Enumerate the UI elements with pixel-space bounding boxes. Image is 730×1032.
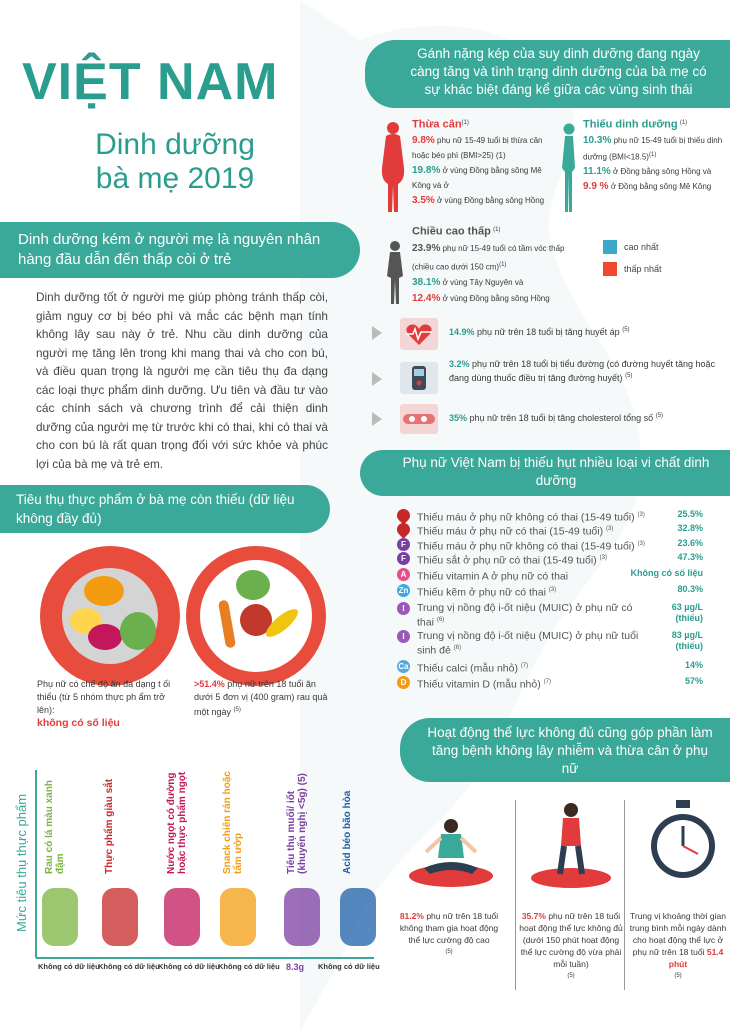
overweight-text-2: ở vùng Đồng bằng sông Mê Kông và ở bbox=[412, 165, 542, 190]
legend-low-swatch bbox=[603, 262, 617, 276]
micronutrient-ref: (3) bbox=[548, 587, 557, 593]
undernutrition-text-3: ở Đồng bằng sông Mê Kông bbox=[610, 182, 712, 192]
micronutrient-label-text: Thiếu calci (mẫu nhỏ) bbox=[417, 662, 518, 675]
micronutrient-value: 25.5% bbox=[677, 509, 703, 519]
micronutrient-label-text: Thiếu sắt ở phụ nữ có thai (15-49 tuổi) bbox=[417, 554, 597, 567]
micronutrient-label bbox=[417, 660, 647, 675]
micronutrient-label-text: Thiếu máu ở phụ nữ không có thai (15-49 tuổi) bbox=[417, 540, 635, 553]
ncd-value-2: 3.2% bbox=[449, 359, 470, 369]
legend-high-swatch bbox=[603, 240, 617, 254]
diverse-diet-value: không có số liệu bbox=[37, 717, 120, 729]
overweight-title: Thừa cân bbox=[412, 118, 462, 131]
stunting-text-3: ở vùng Đồng bằng sông Hồng bbox=[442, 294, 550, 304]
consumption-item-label: Snack chiên rán hoặc tẩm ướp bbox=[222, 771, 244, 874]
stunting-ref: (1) bbox=[493, 227, 501, 233]
consumption-item-value: 8.3g bbox=[286, 962, 305, 972]
overweight-text-1: phụ nữ 15-49 tuổi bị thừa cân hoặc béo phì (BMI>25) (1) bbox=[412, 135, 543, 160]
undernutrition-value-1: 10.3% bbox=[583, 134, 612, 146]
micronutrient-label bbox=[417, 538, 647, 553]
stopwatch-icon bbox=[648, 800, 718, 884]
stunting-cause-banner bbox=[0, 222, 360, 278]
subtitle-line-2: bà mẹ 2019 bbox=[95, 162, 255, 195]
heart-monitor-icon bbox=[400, 318, 438, 350]
double-burden-text: Gánh nặng kép của suy dinh dưỡng đang ngày càng tăng và tình trạng dinh dưỡng của bà mẹ có sự khác biệt đáng kể giữa các vùng sinh thái bbox=[410, 46, 707, 97]
overweight-value-1: 9.8% bbox=[412, 134, 435, 146]
overweight-text-3: ở vùng Đồng bằng sông Hồng bbox=[437, 195, 545, 205]
stunting-text-1: phụ nữ 15-49 tuổi có tầm vóc thấp (chiều cao dưới 150 cm) bbox=[412, 243, 565, 272]
consumption-item-value: Không có dữ liệu bbox=[38, 962, 100, 971]
micronutrient-label bbox=[417, 676, 647, 691]
activity-ref-2: (5) bbox=[567, 973, 575, 979]
stunting-block bbox=[412, 222, 587, 307]
activity-ref-3: (5) bbox=[674, 973, 682, 979]
micronutrient-label bbox=[417, 584, 647, 599]
subtitle-line-1: Dinh dưỡng bbox=[95, 128, 255, 161]
micronutrient-label bbox=[417, 552, 647, 567]
micronutrient-value: 32.8% bbox=[677, 523, 703, 533]
micronutrient-banner bbox=[360, 450, 730, 496]
fruit-veg-ref: (5) bbox=[233, 707, 241, 713]
micronutrient-ref: (3) bbox=[599, 555, 607, 561]
consumption-item-value: Không có dữ liệu bbox=[318, 962, 380, 971]
zinc-icon: Zn bbox=[398, 586, 409, 595]
micronutrient-label-text: Thiếu kẽm ở phụ nữ có thai bbox=[417, 586, 546, 599]
consumption-item-label: Nước ngọt có đường hoặc thực phẩm ngọt bbox=[166, 771, 188, 874]
consumption-item-value: Không có dữ liệu bbox=[218, 962, 280, 971]
activity-text-1: phụ nữ trên 18 tuổi không tham gia hoạt động thể lực cường độ cao bbox=[399, 911, 499, 945]
micronutrient-ref: (3) bbox=[637, 512, 645, 518]
undernutrition-text-2: ở Đồng bằng sông Hồng và bbox=[613, 167, 712, 177]
undernutrition-value-2: 11.1% bbox=[583, 166, 611, 178]
legend-high-label: cao nhất bbox=[624, 242, 659, 252]
diverse-diet-plate bbox=[40, 546, 180, 686]
micronutrient-label-text: Thiếu vitamin D (mẫu nhỏ) bbox=[417, 678, 541, 691]
arrow-icon bbox=[372, 412, 382, 426]
calcium-icon: Ca bbox=[398, 662, 409, 671]
micronutrient-ref: (3) bbox=[637, 541, 645, 547]
food-consumption-banner-text: Tiêu thụ thực phẩm ở bà mẹ còn thiếu (dữ liệu không đầy đủ) bbox=[16, 492, 295, 526]
activity-value-1: 81.2% bbox=[399, 911, 424, 921]
short-woman-icon bbox=[384, 240, 406, 306]
food-group-icon bbox=[164, 888, 200, 946]
consumption-chart bbox=[34, 770, 374, 960]
fruit-veg-text: phụ nữ trên 18 tuổi ăn dưới 5 đơn vị (400 gram) rau quả một ngày bbox=[194, 679, 328, 717]
page-subtitle bbox=[80, 128, 270, 196]
activity-stat-1 bbox=[393, 910, 505, 958]
consumption-item-value: Không có dữ liệu bbox=[98, 962, 160, 971]
overweight-value-3: 3.5% bbox=[412, 194, 435, 206]
physical-activity-banner-text: Hoạt động thể lực không đủ cũng góp phần làm tăng bệnh không lây nhiễm và thừa cân ở phụ nữ bbox=[427, 725, 713, 776]
stunting-title: Chiều cao thấp bbox=[412, 225, 491, 238]
food-group-icon bbox=[220, 888, 256, 946]
micronutrient-label bbox=[417, 523, 647, 538]
micronutrient-value: Không có số liệu bbox=[630, 568, 703, 578]
walking-woman-icon bbox=[526, 800, 616, 890]
consumption-item-label: Acid béo bão hòa bbox=[342, 790, 353, 874]
physical-activity-banner bbox=[400, 718, 730, 782]
micronutrient-label-text: Trung vị nồng độ i-ốt niệu (MUIC) ở phụ nữ tuổi sinh đẻ bbox=[417, 630, 639, 657]
ncd-ref-2: (5) bbox=[625, 373, 633, 379]
consumption-item-label: Thực phẩm giàu sắt bbox=[104, 778, 115, 874]
fruit-veg-stat bbox=[194, 678, 334, 719]
consumption-axis-label: Mức tiêu thụ thực phẩm bbox=[14, 793, 29, 932]
overweight-block bbox=[412, 116, 562, 208]
page-title: VIỆT NAM bbox=[22, 53, 279, 111]
micronutrient-value: 23.6% bbox=[677, 538, 703, 548]
ncd-text-1: phụ nữ trên 18 tuổi bị tăng huyết áp bbox=[477, 327, 620, 337]
legend-low-label: thấp nhất bbox=[624, 264, 662, 274]
stunting-value-3: 12.4% bbox=[412, 293, 441, 305]
micronutrient-label-text: Thiếu máu ở phụ nữ có thai (15-49 tuổi) bbox=[417, 525, 604, 538]
micronutrient-row bbox=[397, 584, 707, 600]
ncd-text-3: phụ nữ trên 18 tuổi bị tăng cholesterol tổng số bbox=[469, 413, 654, 423]
overweight-woman-icon bbox=[378, 120, 408, 214]
activity-ref-1: (5) bbox=[445, 949, 453, 955]
food-group-icon bbox=[102, 888, 138, 946]
micronutrient-label bbox=[417, 568, 647, 583]
vitamin-d-icon: D bbox=[397, 676, 410, 689]
activity-text-3: Trung vị khoảng thời gian trung bình mỗi ngày dành cho hoạt động thể lực ở phụ nữ trên 18 tuổi bbox=[629, 911, 727, 957]
micronutrient-row bbox=[397, 552, 707, 568]
ncd-value-1: 14.9% bbox=[449, 327, 475, 337]
micronutrient-value: 63 µg/L (thiếu) bbox=[671, 602, 703, 623]
micronutrient-label-text: Thiếu vitamin A ở phụ nữ có thai bbox=[417, 570, 569, 583]
stunting-text-1-ref: (1) bbox=[499, 261, 507, 268]
undernutrition-title: Thiếu dinh dưỡng bbox=[583, 118, 678, 131]
activity-stat-3 bbox=[628, 910, 728, 982]
stunting-value-1: 23.9% bbox=[412, 242, 441, 254]
micronutrient-row bbox=[397, 630, 707, 657]
intro-paragraph: Dinh dưỡng tốt ở người mẹ giúp phòng tránh thấp còi, giảm nguy cơ bị béo phì và mắc các bệnh mạn tính không lây sau này ở trẻ. Nhu cầu dinh dưỡng của người mẹ tăng lên trong khi mang thai và cho con bú, và điều quan trọng là người mẹ cần tiêu thụ đa dạng các loại thực phẩm dinh dưỡng. Ưu tiên và đầu tư vào các chính sách và chương trình để cải thiện dinh dưỡng của người mẹ từ trước khi có thai, khi có thai và cho con bú là rất quan trọng đối với sức khỏe và phúc lợi của bà mẹ và trẻ em. bbox=[36, 290, 328, 471]
micronutrient-row bbox=[397, 676, 707, 692]
stunting-cause-text: Dinh dưỡng kém ở người mẹ là nguyên nhân hàng đầu dẫn đến thấp còi ở trẻ bbox=[18, 231, 321, 268]
micronutrient-label bbox=[417, 509, 647, 524]
micronutrient-value: 14% bbox=[684, 660, 703, 670]
glucose-meter-icon bbox=[400, 362, 438, 394]
micronutrient-ref: (6) bbox=[453, 645, 462, 651]
micronutrient-value: 80.3% bbox=[677, 584, 703, 594]
undernutrition-value-3: 9.9 % bbox=[583, 181, 609, 193]
undernutrition-text-1-ref: (1) bbox=[648, 151, 657, 158]
micronutrient-value: 57% bbox=[684, 676, 703, 686]
fruit-vegetable-plate bbox=[186, 546, 326, 686]
iodine-icon: I bbox=[397, 630, 410, 643]
vitamin-a-icon: A bbox=[397, 568, 410, 581]
undernutrition-ref: (1) bbox=[679, 120, 688, 126]
micronutrient-ref: (3) bbox=[606, 526, 614, 532]
undernutrition-block bbox=[583, 116, 729, 194]
micronutrient-label bbox=[417, 602, 647, 629]
arrow-icon bbox=[372, 326, 382, 340]
overweight-value-2: 19.8% bbox=[412, 164, 441, 176]
consumption-item-label: Rau có lá màu xanh đậm bbox=[44, 780, 66, 874]
overweight-ref: (1) bbox=[461, 120, 469, 126]
food-group-icon bbox=[42, 888, 78, 946]
thin-woman-icon bbox=[557, 122, 581, 214]
activity-value-3: 51.4 phút bbox=[668, 947, 724, 969]
micronutrient-label-text: Trung vị nồng độ i-ốt niệu (MUIC) ở phụ nữ có thai bbox=[417, 602, 633, 629]
ncd-value-3: 35% bbox=[449, 413, 468, 423]
arrow-icon bbox=[372, 372, 382, 386]
divider bbox=[515, 800, 516, 990]
iron-icon: F bbox=[397, 538, 410, 551]
micronutrient-ref: (7) bbox=[520, 663, 529, 669]
micronutrient-value: 83 µg/L (thiếu) bbox=[671, 630, 703, 651]
micronutrient-row bbox=[397, 568, 707, 584]
activity-value-2: 35.7% bbox=[521, 911, 546, 921]
micronutrient-ref: (7) bbox=[543, 679, 551, 685]
food-group-icon bbox=[340, 888, 376, 946]
activity-text-2: phụ nữ trên 18 tuổi hoạt động thể lực không đủ (dưới 150 phút hoạt động thể lực cường độ vừa phải mỗi tuần) bbox=[519, 911, 623, 969]
micronutrient-label-text: Thiếu máu ở phụ nữ không có thai (15-49 tuổi) bbox=[417, 511, 635, 524]
consumption-item-label: Tiêu thụ muối/ iốt (khuyến nghị <5g) (5) bbox=[286, 773, 308, 874]
food-consumption-banner bbox=[0, 485, 330, 533]
micronutrient-banner-text: Phụ nữ Việt Nam bị thiếu hụt nhiều loại vi chất dinh dưỡng bbox=[402, 455, 710, 488]
activity-stat-2 bbox=[517, 910, 625, 982]
fruit-veg-value: >51.4% bbox=[194, 679, 225, 689]
blood-drop-icon bbox=[394, 520, 412, 538]
ncd-text-2: phụ nữ trên 18 tuổi bị tiểu đường (có đường huyết tăng hoặc đang dùng thuốc điều trị tăng đường huyết) bbox=[449, 359, 716, 383]
meditating-woman-icon bbox=[406, 816, 496, 888]
micronutrient-ref: (6) bbox=[436, 617, 445, 623]
diverse-diet-stat bbox=[37, 678, 177, 730]
ncd-ref-1: (5) bbox=[622, 327, 630, 333]
consumption-item-value: Không có dữ liệu bbox=[158, 962, 220, 971]
micronutrient-label bbox=[417, 630, 647, 657]
micronutrient-value: 47.3% bbox=[677, 552, 703, 562]
undernutrition-text-1: phụ nữ 15-49 tuổi bị thiếu dinh dưỡng (BMI<18.5) bbox=[583, 135, 723, 162]
diverse-diet-text: Phụ nữ có chế độ ăn đa dạng t ối thiểu (từ 5 nhóm thực ph ẩm trở lên): bbox=[37, 679, 171, 715]
food-group-icon bbox=[284, 888, 320, 946]
iron-icon: F bbox=[397, 552, 410, 565]
micronutrient-row bbox=[397, 660, 707, 676]
stunting-value-2: 38.1% bbox=[412, 277, 441, 289]
ncd-ref-3: (5) bbox=[655, 413, 664, 419]
stunting-text-2: ở vùng Tây Nguyên và bbox=[442, 278, 524, 288]
artery-icon bbox=[400, 404, 438, 434]
micronutrient-row bbox=[397, 523, 707, 539]
iodine-icon: I bbox=[397, 602, 410, 615]
double-burden-banner bbox=[365, 40, 730, 108]
micronutrient-row bbox=[397, 602, 707, 629]
